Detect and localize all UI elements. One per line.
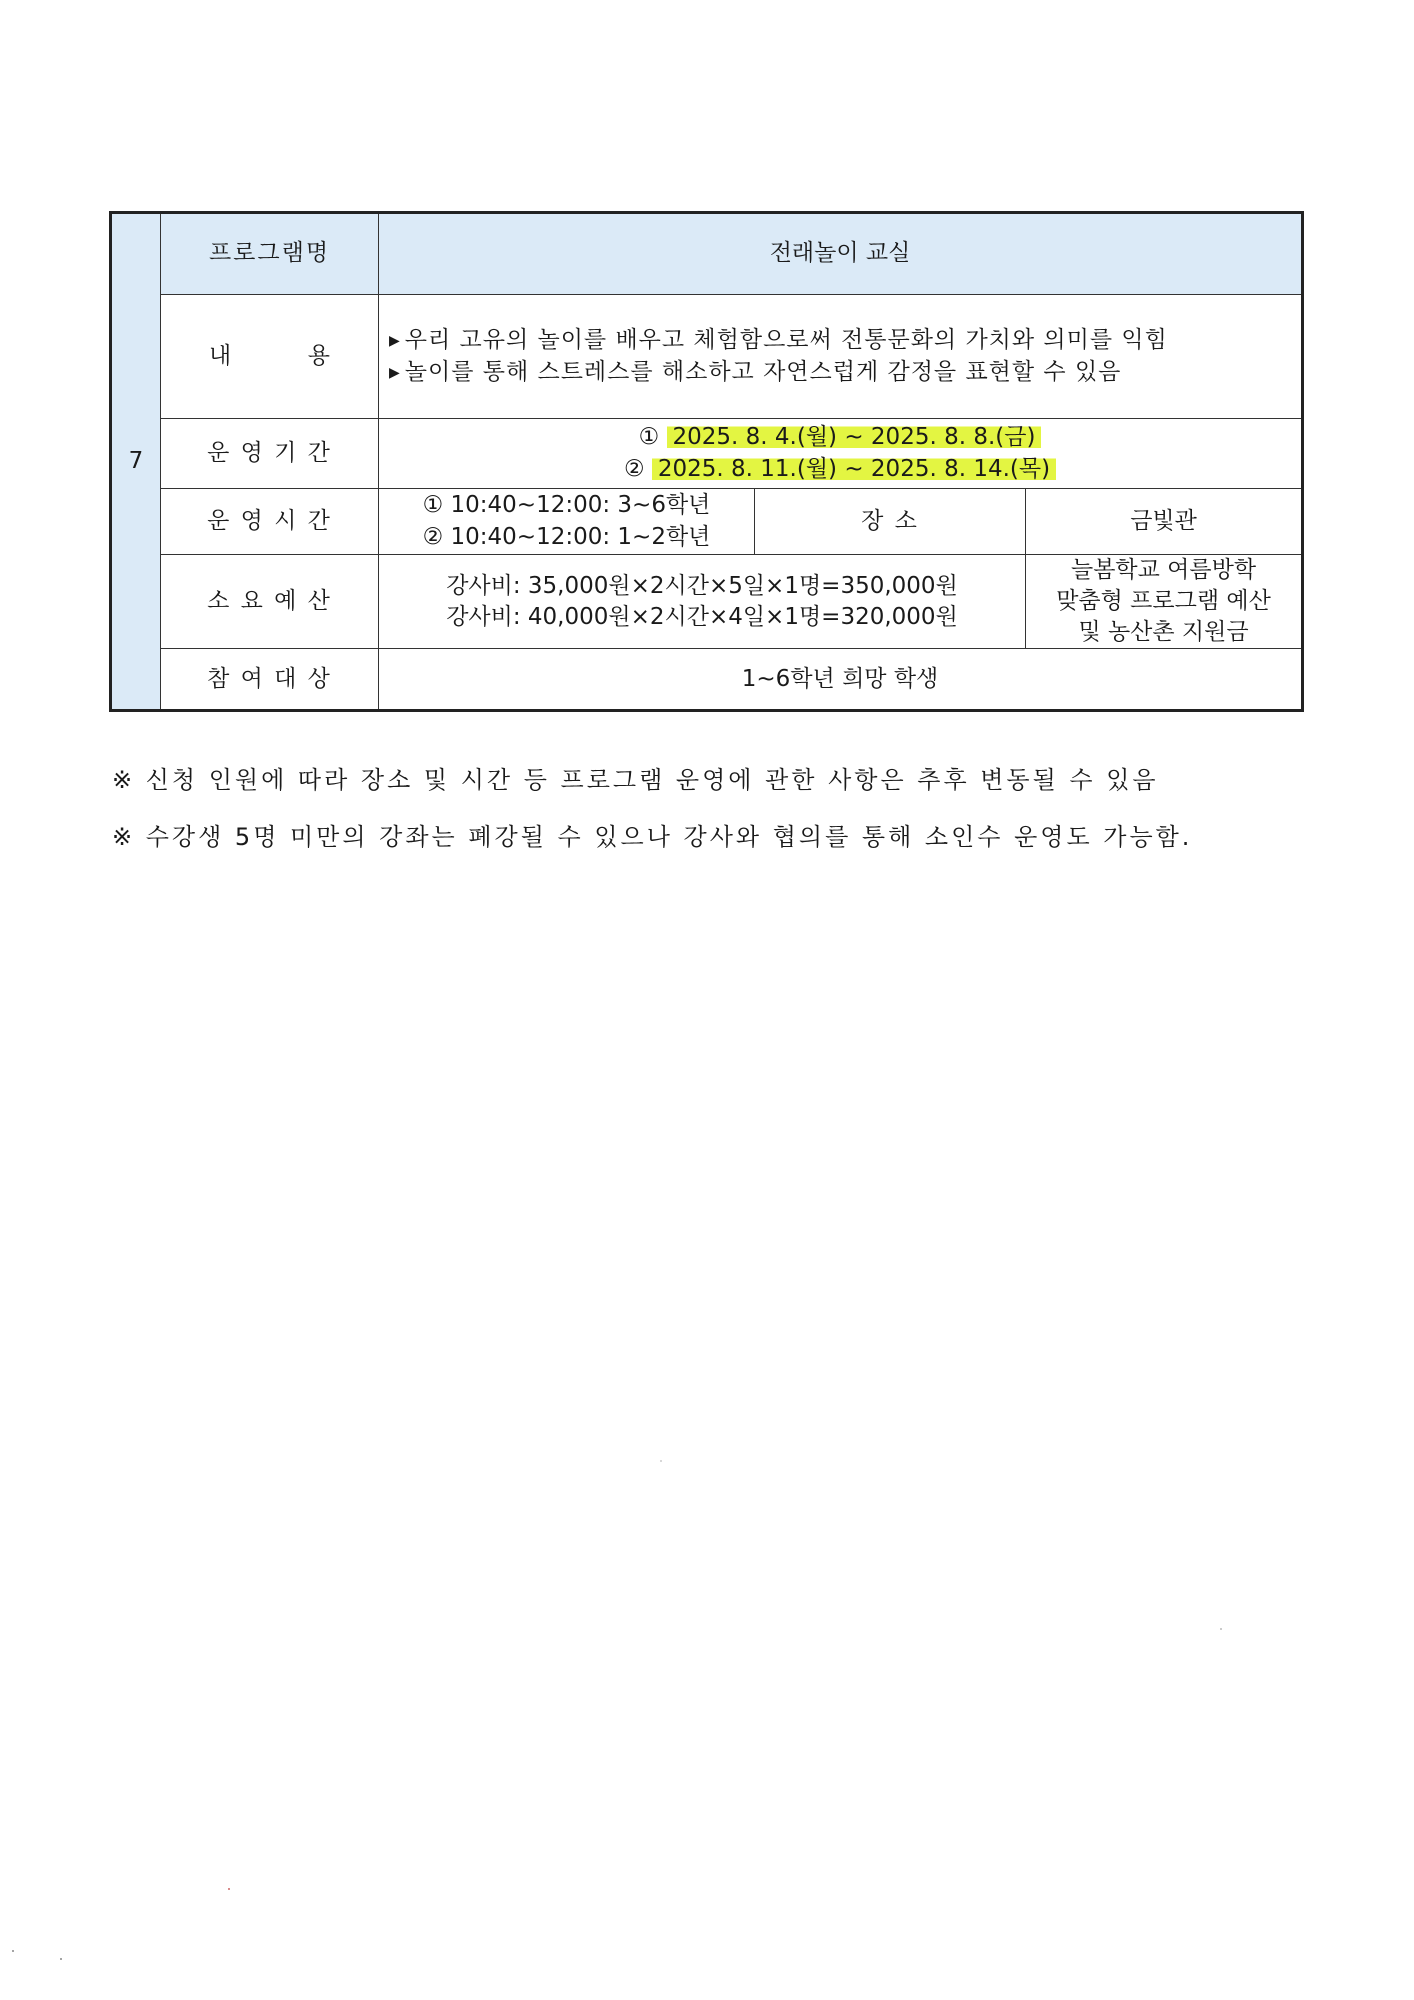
section-number: 7	[111, 213, 161, 711]
time-value	[379, 489, 755, 555]
budget-row	[111, 555, 1303, 649]
content-line-text: 우리 고유의 놀이를 배우고 체험함으로써 전통문화의 가치와 의미를 익힘	[404, 327, 1168, 354]
program-table	[109, 211, 1304, 712]
content-label-right: 용	[307, 342, 330, 369]
scan-speck	[12, 1950, 14, 1952]
content-label	[161, 295, 379, 419]
scan-speck	[60, 1958, 62, 1960]
place-value: 금빛관	[1026, 489, 1303, 555]
triangle-right-icon: ▶	[389, 364, 401, 381]
period-dates-highlighted: 2025. 8. 4.(월) ~ 2025. 8. 8.(금)	[667, 424, 1042, 450]
place-label: 장 소	[755, 489, 1026, 555]
triangle-right-icon: ▶	[389, 333, 401, 350]
content-value	[379, 295, 1303, 419]
budget-value	[379, 555, 1026, 649]
budget-line: 강사비: 40,000원×2시간×4일×1명=320,000원	[446, 603, 958, 630]
time-row	[111, 489, 1303, 555]
budget-label: 소 요 예 산	[161, 555, 379, 649]
target-row	[111, 649, 1303, 711]
budget-source-line: 및 농산촌 지원금	[1078, 619, 1249, 646]
program-name-value: 전래놀이 교실	[379, 213, 1303, 295]
period-row	[111, 419, 1303, 489]
notes	[112, 760, 1312, 874]
period-label: 운 영 기 간	[161, 419, 379, 489]
scan-speck	[660, 1460, 662, 1462]
period-value	[379, 419, 1303, 489]
budget-line: 강사비: 35,000원×2시간×5일×1명=350,000원	[446, 572, 958, 599]
budget-source-line: 맞춤형 프로그램 예산	[1056, 588, 1271, 615]
scan-speck	[1220, 1628, 1222, 1630]
budget-source	[1026, 555, 1303, 649]
period-marker: ①	[638, 424, 660, 451]
period-line	[379, 454, 1301, 485]
scan-speck	[228, 1888, 230, 1890]
time-label: 운 영 시 간	[161, 489, 379, 555]
time-line: ① 10:40~12:00: 3~6학년	[422, 492, 711, 519]
time-line: ② 10:40~12:00: 1~2학년	[422, 523, 711, 550]
period-dates-highlighted: 2025. 8. 11.(월) ~ 2025. 8. 14.(목)	[652, 456, 1056, 482]
period-marker: ②	[623, 455, 645, 482]
program-name-row	[111, 213, 1303, 295]
period-line	[379, 422, 1301, 453]
target-value: 1~6학년 희망 학생	[379, 649, 1303, 711]
note-line: ※ 신청 인원에 따라 장소 및 시간 등 프로그램 운영에 관한 사항은 추후 변동될 수 있음	[112, 766, 1159, 794]
program-name-label: 프로그램명	[161, 213, 379, 295]
content-label-left: 내	[209, 342, 232, 369]
content-line	[389, 357, 1301, 388]
note-line: ※ 수강생 5명 미만의 강좌는 폐강될 수 있으나 강사와 협의를 통해 소인수 운영도 가능함.	[112, 823, 1193, 851]
target-label: 참 여 대 상	[161, 649, 379, 711]
content-line-text: 놀이를 통해 스트레스를 해소하고 자연스럽게 감정을 표현할 수 있음	[404, 358, 1122, 385]
content-row	[111, 295, 1303, 419]
budget-source-line: 늘봄학교 여름방학	[1070, 557, 1257, 583]
content-line	[389, 325, 1301, 356]
